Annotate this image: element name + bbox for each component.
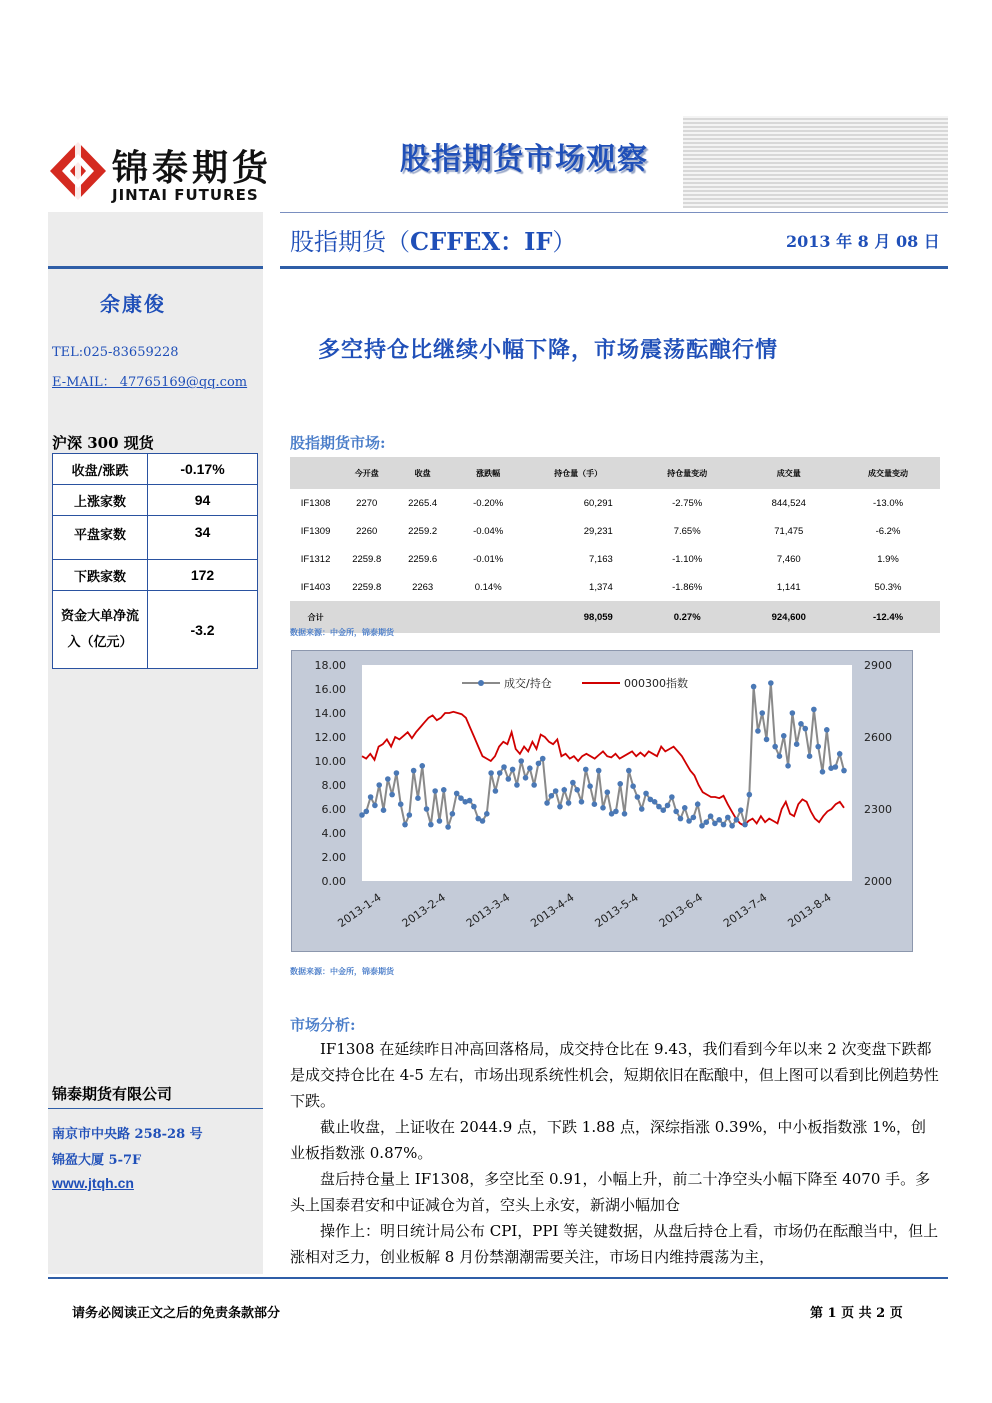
- y-left-tick-label: 18.00: [314, 659, 346, 672]
- data-point: [833, 764, 839, 770]
- footer-rule: [48, 1277, 948, 1279]
- data-point: [368, 794, 374, 800]
- table-cell: -12.4%: [836, 601, 940, 633]
- data-point: [506, 776, 512, 782]
- table-cell: 2259.8: [352, 581, 382, 593]
- data-point: [712, 821, 718, 827]
- data-point: [488, 770, 494, 776]
- futures-header: 持仓量（手）: [523, 457, 632, 489]
- data-point: [510, 767, 516, 773]
- data-point: [497, 770, 503, 776]
- headline: 多空持仓比继续小幅下降，市场震荡酝酿行情: [318, 337, 779, 363]
- data-point: [467, 798, 473, 804]
- data-point: [729, 823, 735, 829]
- spot-label: 资金大单净流入（亿元）: [53, 591, 148, 669]
- table-cell: 7.65%: [673, 525, 701, 537]
- table-cell: 1,374: [589, 581, 613, 593]
- y-left-tick-label: 12.00: [314, 731, 346, 744]
- data-point: [824, 727, 830, 733]
- data-point: [747, 792, 753, 798]
- data-point: [764, 737, 770, 743]
- futures-table: [290, 457, 940, 633]
- data-point: [428, 822, 434, 828]
- data-point: [372, 803, 378, 809]
- analysis-section-title: 市场分析:: [290, 1016, 356, 1034]
- data-point: [660, 807, 666, 813]
- data-point: [652, 799, 658, 805]
- data-point: [364, 809, 370, 815]
- data-point: [811, 707, 817, 713]
- chart-source-note: 数据来源：中金所，锦泰期货: [290, 966, 394, 976]
- company-address-line2: 锦盈大厦 5-7F: [52, 1153, 142, 1168]
- footer-page-number: 第 1 页 共 2 页: [810, 1306, 903, 1321]
- y-left-tick-label: 16.00: [314, 683, 346, 696]
- company-website-link[interactable]: www.jtqh.cn: [52, 1175, 134, 1191]
- data-point: [703, 819, 709, 825]
- futures-header: 涨跌幅: [453, 457, 523, 489]
- y-left-tick-label: 4.00: [321, 827, 346, 840]
- table-cell: -1.86%: [672, 581, 703, 593]
- table-cell: -1.10%: [672, 553, 703, 565]
- data-point: [493, 788, 499, 794]
- table-row: [290, 517, 940, 545]
- analysis-paragraph: 截止收盘，上证收在 2044.9 点，下跌 1.88 点，深综指涨 0.39%，中小板指数涨 1%，创业板指数涨 0.87%。: [290, 1118, 926, 1162]
- table-cell: 71,475: [774, 525, 804, 537]
- spot-row: [53, 560, 258, 591]
- spot-label: 上涨家数: [53, 485, 148, 516]
- data-point: [553, 788, 559, 794]
- table-cell: 50.3%: [874, 581, 902, 593]
- author-name: 余康俊: [100, 292, 166, 316]
- data-point: [359, 812, 365, 818]
- data-point: [480, 818, 486, 824]
- data-point: [402, 822, 408, 828]
- spot-label: 下跌家数: [53, 560, 148, 591]
- table-cell: -2.75%: [672, 497, 703, 509]
- data-point: [561, 787, 567, 793]
- report-subtitle: [290, 222, 576, 257]
- table-row: [290, 545, 940, 573]
- footer-disclaimer: 请务必阅读正文之后的免责条款部分: [72, 1306, 281, 1321]
- table-cell: 1.9%: [877, 553, 899, 565]
- data-point: [613, 809, 619, 815]
- author-tel: TEL:025-83659228: [52, 345, 179, 360]
- table-cell: IF1403: [300, 581, 331, 593]
- table-cell: 844,524: [771, 497, 806, 509]
- table-cell: IF1309: [300, 525, 331, 537]
- data-point: [557, 804, 563, 810]
- data-point: [807, 753, 813, 759]
- data-point: [742, 822, 748, 828]
- data-point: [708, 813, 714, 819]
- table-cell: -0.01%: [473, 553, 504, 565]
- data-point: [376, 782, 382, 788]
- spot-row: [53, 485, 258, 516]
- data-point: [622, 811, 628, 817]
- table-cell: -6.2%: [875, 525, 901, 537]
- data-point: [691, 815, 697, 821]
- data-point: [759, 710, 765, 716]
- table-cell: 0.14%: [474, 581, 502, 593]
- header-hatch-decoration: [683, 116, 948, 208]
- spot-section-title: 沪深 300 现货: [52, 434, 154, 452]
- data-point: [531, 782, 537, 788]
- chart-panel: [291, 650, 913, 952]
- data-point: [458, 795, 464, 801]
- table-cell: [392, 601, 453, 633]
- data-point: [798, 721, 804, 727]
- analysis-paragraph: IF1308 在延续昨日冲高回落格局，成交持仓比在 9.43，我们看到今年以来 2 次变盘下跌都是成交持仓比在 4-5 左右，市场出现系统性机会，短期依旧在酝酿中，但上图可以看到比例趋势性下跌。: [290, 1040, 939, 1110]
- table-cell: 合计: [290, 601, 341, 633]
- data-point: [669, 794, 675, 800]
- x-tick-label: 2013-2-4: [399, 890, 449, 931]
- data-point: [450, 811, 456, 817]
- table-cell: 98,059: [523, 601, 632, 633]
- data-point: [673, 809, 679, 815]
- data-point: [540, 756, 546, 762]
- data-point: [527, 765, 533, 771]
- data-point: [587, 783, 593, 789]
- data-point: [484, 811, 490, 817]
- table-cell: 2259.2: [408, 525, 438, 537]
- data-point: [626, 768, 632, 774]
- sidebar-company-rule: [48, 1108, 263, 1109]
- x-tick-label: 2013-8-4: [785, 890, 834, 931]
- spot-value: 34: [148, 516, 258, 560]
- spot-value: -3.2: [148, 591, 258, 669]
- data-point: [424, 806, 430, 812]
- y-left-tick-label: 0.00: [321, 875, 346, 888]
- x-tick-label: 2013-3-4: [463, 890, 513, 931]
- spot-table: [52, 453, 258, 669]
- data-point: [437, 818, 443, 824]
- futures-header: [290, 457, 341, 489]
- data-point: [518, 758, 524, 764]
- company-address-line1: 南京市中央路 258-28 号: [52, 1127, 203, 1142]
- data-point: [678, 816, 684, 822]
- data-point: [381, 807, 387, 813]
- legend-label-index: 000300指数: [624, 677, 688, 690]
- x-tick-label: 2013-5-4: [592, 890, 641, 931]
- data-point: [695, 801, 701, 807]
- table-cell: 2260: [356, 525, 378, 537]
- x-tick-label: 2013-4-4: [528, 890, 577, 931]
- table-cell: 60,291: [583, 497, 613, 509]
- table-cell: 29,231: [583, 525, 613, 537]
- author-email-link[interactable]: E-MAIL： 47765169@qq.com: [52, 375, 248, 390]
- y-right-tick-label: 2900: [864, 659, 892, 672]
- futures-header: 收盘: [392, 457, 453, 489]
- table-cell: 7,460: [776, 553, 801, 565]
- y-right-tick-label: 2600: [864, 731, 892, 744]
- data-point: [820, 769, 826, 775]
- data-point: [411, 768, 417, 774]
- data-point: [514, 782, 520, 788]
- data-point: [471, 804, 477, 810]
- data-point: [751, 684, 757, 690]
- spot-row: [53, 591, 258, 669]
- data-point: [592, 801, 598, 807]
- data-point: [536, 761, 542, 767]
- data-point: [432, 788, 438, 794]
- subtitle-suffix: ）: [552, 228, 577, 256]
- data-point: [398, 801, 404, 807]
- table-cell: 2263: [412, 581, 434, 593]
- table-source-note: 数据来源：中金所，锦泰期货: [290, 627, 394, 637]
- table-cell: [453, 601, 523, 633]
- data-point: [738, 807, 744, 813]
- data-point: [734, 817, 740, 823]
- data-point: [617, 781, 623, 787]
- spot-row: [53, 454, 258, 485]
- data-point: [454, 791, 460, 797]
- chart-svg: [292, 651, 912, 951]
- futures-section-title: 股指期货市场:: [290, 434, 386, 452]
- data-point: [415, 795, 421, 801]
- table-cell: -0.04%: [473, 525, 504, 537]
- data-point: [656, 804, 662, 810]
- data-point: [790, 710, 796, 716]
- report-date: 2013 年 8 月 08 日: [786, 232, 940, 251]
- data-point: [768, 680, 774, 686]
- legend-marker-ratio: [478, 680, 484, 686]
- data-point: [385, 776, 391, 782]
- data-point: [837, 751, 843, 757]
- y-left-tick-label: 14.00: [314, 707, 346, 720]
- sidebar-rule: [48, 266, 263, 269]
- data-point: [549, 793, 555, 799]
- y-left-tick-label: 8.00: [321, 779, 346, 792]
- data-point: [596, 768, 602, 774]
- data-point: [583, 767, 589, 773]
- data-point: [445, 824, 451, 830]
- data-point: [716, 817, 722, 823]
- spot-label: 平盘家数: [53, 516, 148, 560]
- logo-english-name: JINTAI FUTURES: [112, 186, 259, 204]
- table-cell: 2259.6: [408, 553, 438, 565]
- data-point: [635, 794, 641, 800]
- header-rule: [280, 266, 948, 269]
- x-tick-label: 2013-1-4: [335, 890, 384, 931]
- y-right-tick-label: 2000: [864, 875, 892, 888]
- data-point: [699, 823, 705, 829]
- data-point: [794, 741, 800, 747]
- subtitle-code: CFFEX：IF: [410, 227, 553, 256]
- table-cell: IF1312: [300, 553, 331, 565]
- data-point: [665, 803, 671, 809]
- data-point: [725, 815, 731, 821]
- data-point: [419, 763, 425, 769]
- data-point: [600, 805, 606, 811]
- analysis-paragraph: 盘后持仓量上 IF1308，多空比至 0.91，小幅上升，前二十净空头小幅下降至 4070 手。多头上国泰君安和中证减仓为首，空头上永安，新湖小幅加仓: [290, 1170, 931, 1214]
- data-point: [682, 805, 688, 811]
- spot-row: [53, 516, 258, 560]
- table-cell: 2270: [356, 497, 378, 509]
- futures-header: 今开盘: [341, 457, 392, 489]
- report-title: 股指期货市场观察: [400, 142, 648, 177]
- y-right-tick-label: 2300: [864, 803, 892, 816]
- analysis-paragraph: 操作上：明日统计局公布 CPI，PPI 等关键数据，从盘后持仓上看，市场仍在酝酿当中，但上涨相对乏力，创业板解 8 月份禁潮潮需要关注，市场日内维持震荡为主，: [290, 1222, 939, 1266]
- data-point: [686, 818, 692, 824]
- x-tick-label: 2013-6-4: [656, 890, 706, 931]
- y-left-tick-label: 10.00: [314, 755, 346, 768]
- table-cell: 2265.4: [408, 497, 438, 509]
- data-point: [643, 791, 649, 797]
- y-left-tick-label: 6.00: [321, 803, 346, 816]
- table-cell: IF1308: [300, 497, 331, 509]
- data-point: [574, 787, 580, 793]
- data-point: [441, 787, 447, 793]
- data-point: [777, 753, 783, 759]
- data-point: [772, 744, 778, 750]
- data-point: [544, 800, 550, 806]
- subtitle-prefix: 股指期货（: [290, 228, 410, 256]
- plot-area: [362, 665, 852, 881]
- futures-header-row: [290, 457, 940, 489]
- data-point: [389, 792, 395, 798]
- table-row: [290, 573, 940, 601]
- logo-chinese-name: 锦泰期货: [112, 148, 273, 189]
- data-point: [785, 763, 791, 769]
- data-point: [566, 800, 572, 806]
- data-point: [394, 770, 400, 776]
- futures-header: 成交量变动: [836, 457, 940, 489]
- table-cell: 7,163: [589, 553, 613, 565]
- spot-value: -0.17%: [148, 454, 258, 485]
- company-name: 锦泰期货有限公司: [52, 1085, 173, 1103]
- x-tick-label: 2013-7-4: [721, 890, 770, 931]
- data-point: [605, 789, 611, 795]
- legend-label-ratio: 成交/持仓: [504, 677, 552, 690]
- futures-header: 持仓量变动: [633, 457, 742, 489]
- header-top-rule: [280, 212, 948, 213]
- company-logo-icon: [48, 140, 108, 202]
- spot-label: 收盘/涨跌: [53, 454, 148, 485]
- data-point: [755, 728, 761, 734]
- table-row: [290, 489, 940, 517]
- data-point: [781, 733, 787, 739]
- spot-value: 172: [148, 560, 258, 591]
- table-cell: 0.27%: [633, 601, 742, 633]
- data-point: [407, 812, 413, 818]
- table-cell: 924,600: [742, 601, 837, 633]
- data-point: [501, 764, 507, 770]
- table-cell: -0.20%: [473, 497, 504, 509]
- table-cell: -13.0%: [872, 497, 904, 509]
- data-point: [579, 799, 585, 805]
- data-point: [802, 726, 808, 732]
- futures-header: 成交量: [742, 457, 837, 489]
- data-point: [630, 783, 636, 789]
- data-point: [841, 768, 847, 774]
- data-point: [721, 822, 727, 828]
- data-point: [639, 806, 645, 812]
- y-left-tick-label: 2.00: [321, 851, 346, 864]
- spot-value: 94: [148, 485, 258, 516]
- data-point: [523, 775, 529, 781]
- data-point: [570, 780, 576, 786]
- table-cell: 2259.8: [352, 553, 382, 565]
- data-point: [815, 744, 821, 750]
- table-cell: 1,141: [776, 581, 801, 593]
